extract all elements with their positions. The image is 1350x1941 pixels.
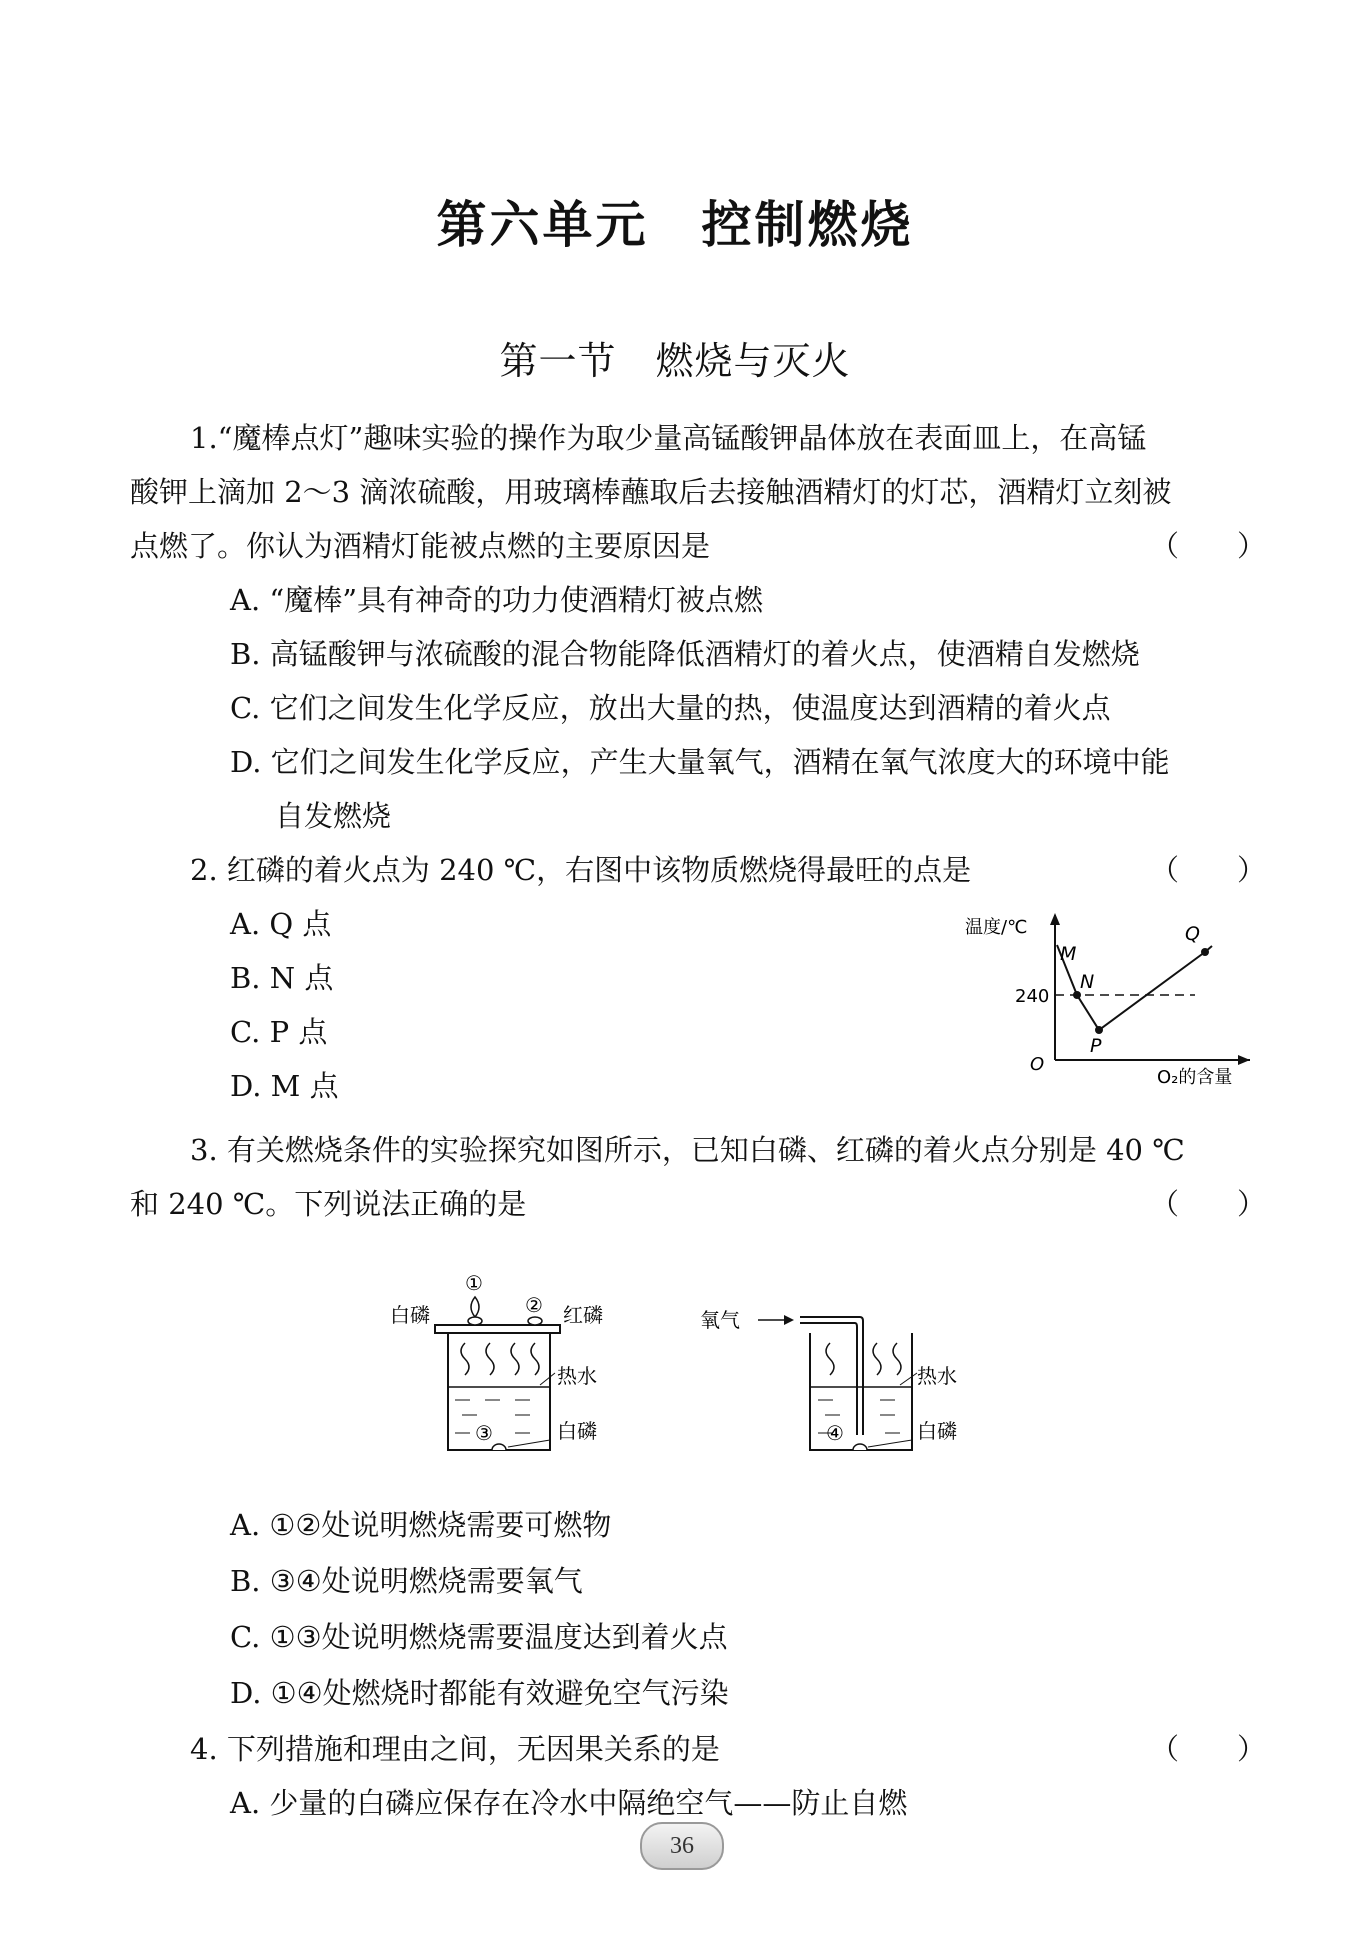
q1-option-a: A. “魔棒”具有神奇的功力使酒精灯被点燃	[230, 583, 764, 617]
q2-temperature-oxygen-graph	[960, 905, 1260, 1095]
graph-point-m: M	[1060, 943, 1077, 965]
q2-option-d: D. M 点	[230, 1069, 339, 1103]
graph-y-label: 温度/℃	[965, 917, 1028, 938]
label-circle-4: ④	[826, 1421, 844, 1445]
q1-line1: 1.“魔棒点灯”趣味实验的操作为取少量高锰酸钾晶体放在表面皿上，在高锰	[190, 421, 1147, 455]
q3-combustion-experiment-figure	[390, 1265, 1010, 1465]
q4-option-a: A. 少量的白磷应保存在冷水中隔绝空气——防止自燃	[230, 1786, 908, 1820]
label-white-phosphorus: 白磷	[390, 1303, 430, 1327]
label-circle-2: ②	[525, 1293, 543, 1317]
graph-point-q: Q	[1185, 923, 1200, 945]
q3-option-a: A. ①②处说明燃烧需要可燃物	[230, 1508, 612, 1542]
label-oxygen: 氧气	[700, 1308, 740, 1332]
q1-line3: 点燃了。你认为酒精灯能被点燃的主要原因是	[130, 529, 711, 563]
graph-x-label: O₂的含量	[1157, 1067, 1233, 1088]
unit-title: 第六单元 控制燃烧	[436, 196, 914, 254]
q1-option-c: C. 它们之间发生化学反应，放出大量的热，使温度达到酒精的着火点	[230, 691, 1111, 725]
q2-option-c: C. P 点	[230, 1015, 328, 1049]
label-hot-water-2: 热水	[917, 1364, 957, 1388]
q2-line1: 2. 红磷的着火点为 240 ℃，右图中该物质燃烧得最旺的点是	[190, 853, 972, 887]
label-hot-water: 热水	[557, 1364, 597, 1388]
section-title: 第一节 燃烧与灭火	[499, 339, 851, 383]
label-white-phosphorus-2: 白磷	[917, 1419, 957, 1443]
q3-option-c: C. ①③处说明燃烧需要温度达到着火点	[230, 1620, 728, 1654]
q2-answer-paren: （ ）	[1150, 853, 1267, 887]
graph-tick-240: 240	[1015, 986, 1050, 1007]
q1-option-d-line1: D. 它们之间发生化学反应，产生大量氧气，酒精在氧气浓度大的环境中能	[230, 745, 1170, 779]
label-circle-1: ①	[465, 1271, 483, 1295]
q2-option-b: B. N 点	[230, 961, 334, 995]
q1-option-b: B. 高锰酸钾与浓硫酸的混合物能降低酒精灯的着火点，使酒精自发燃烧	[230, 637, 1140, 671]
left-beaker	[435, 1297, 560, 1450]
q1-option-d-line2: 自发燃烧	[275, 799, 392, 833]
q3-answer-paren: （ ）	[1150, 1187, 1267, 1221]
q4-line1: 4. 下列措施和理由之间，无因果关系的是	[190, 1732, 720, 1766]
label-white-phosphorus-under-water: 白磷	[557, 1419, 597, 1443]
graph-origin-label: O	[1030, 1054, 1045, 1075]
graph-point-n: N	[1080, 971, 1095, 993]
graph-point-p: P	[1090, 1035, 1102, 1057]
q4-answer-paren: （ ）	[1150, 1732, 1267, 1766]
page-number: 36	[640, 1822, 724, 1870]
q1-answer-paren: （ ）	[1150, 529, 1267, 563]
label-red-phosphorus: 红磷	[563, 1303, 603, 1327]
q3-line2: 和 240 ℃。下列说法正确的是	[130, 1187, 527, 1221]
right-beaker	[800, 1317, 917, 1450]
q2-option-a: A. Q 点	[230, 907, 332, 941]
q3-option-b: B. ③④处说明燃烧需要氧气	[230, 1564, 583, 1598]
q3-option-d: D. ①④处燃烧时都能有效避免空气污染	[230, 1676, 729, 1710]
q3-line1: 3. 有关燃烧条件的实验探究如图所示，已知白磷、红磷的着火点分别是 40 ℃	[190, 1133, 1185, 1167]
q1-line2: 酸钾上滴加 2～3 滴浓硫酸，用玻璃棒蘸取后去接触酒精灯的灯芯，酒精灯立刻被	[130, 475, 1172, 509]
label-circle-3: ③	[475, 1421, 493, 1445]
